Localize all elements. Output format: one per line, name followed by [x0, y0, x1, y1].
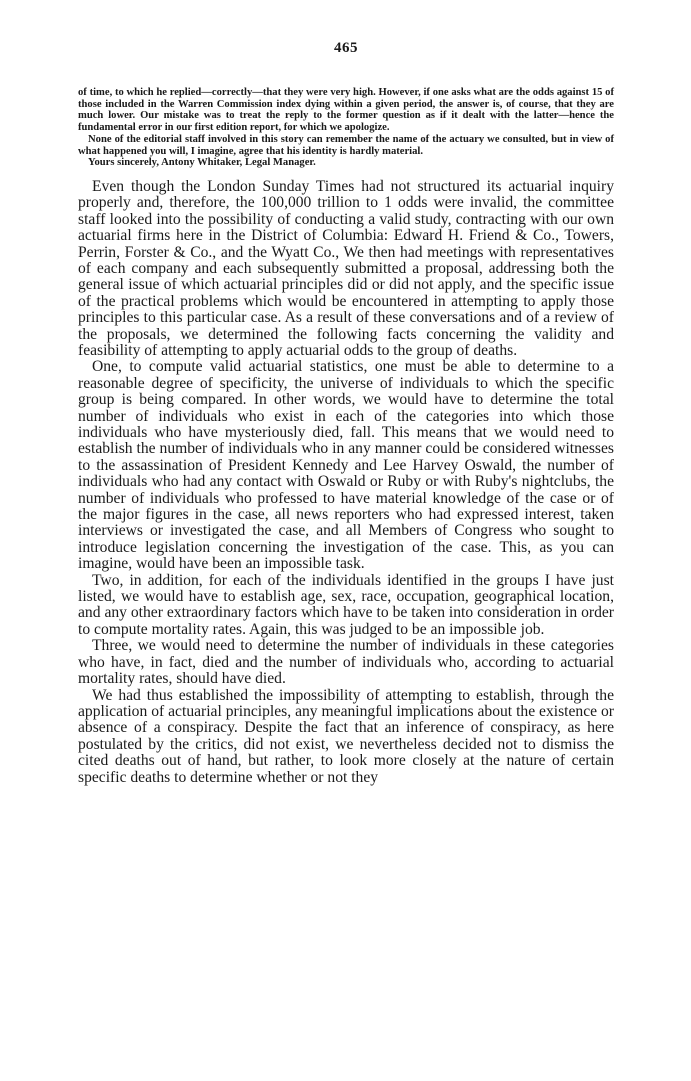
letter-paragraph-1: of time, to which he replied—correctly—that they were very high. However, if one asks what are the odds against 15 of those included in the Warren Commission index dying within a given period, the answer is, of course, that they are much lower. Our mistake was to treat the reply to the former question as if it dealt with the latter—hence the fundamental error in our first edition report, for which we apologize.: [78, 87, 614, 134]
body-paragraph-2: One, to compute valid actuarial statistics, one must be able to determine to a reasonable degree of specificity, the universe of individuals to which the specific group is being compared. In other words, we would have to determine the total number of individuals who exist in each of the categories into which those individuals who have mysteriously died, fall. This means that we would need to establish the number of individuals who in any manner could be considered witnesses to the assassination of President Kennedy and Lee Harvey Oswald, the number of individuals who had any contact with Oswald or Ruby or with Ruby's nightclubs, the number of individuals who professed to have material knowledge of the case or of the major figures in the case, all news reporters who had expressed interest, taken interviews or investigated the case, and all Members of Congress who sought to introduce legislation concerning the investigation of the case. This, as you can imagine, would have been an impossible task.: [78, 358, 614, 573]
body-text: [78, 179, 614, 786]
body-paragraph-4: Three, we would need to determine the number of individuals in these categories who have, in fact, died and the number of individuals who, according to actuarial mortality rates, should have died.: [78, 637, 614, 688]
quoted-letter: [78, 87, 614, 169]
body-paragraph-1: Even though the London Sunday Times had not structured its actuarial inquiry properly and, therefore, the 100,000 trillion to 1 odds were invalid, the committee staff looked into the possibility of conducting a valid study, contracting with our own actuarial firms here in the District of Columbia: Edward H. Friend & Co., Towers, Perrin, Forster & Co., and the Wyatt Co., We then had meetings with representatives of each company and each subsequently submitted a proposal, addressing both the general issue of which actuarial principles did or did not apply, and the specific issue of the practical problems which would be encountered in attempting to apply those principles to this particular case. As a result of these conversations and of a review of the proposals, we determined the following facts concerning the validity and feasibility of attempting to apply actuarial odds to the group of deaths.: [78, 177, 614, 359]
letter-signoff: Yours sincerely, Antony Whitaker, Legal Manager.: [88, 157, 316, 169]
body-paragraph-5: We had thus established the impossibility of attempting to establish, through the application of actuarial principles, any meaningful implications about the existence or absence of a conspiracy. Despite the fact that an inference of conspiracy, as here postulated by the critics, did not exist, we nevertheless decided not to dismiss the cited deaths out of hand, but rather, to look more closely at the nature of certain specific deaths to determine whether or not they: [78, 686, 614, 786]
letter-paragraph-2: None of the editorial staff involved in this story can remember the name of the actuary we consulted, but in view of what happened you will, I imagine, agree that his identity is hardly material.: [78, 133, 614, 157]
document-page: [78, 40, 614, 786]
page-number: 465: [334, 40, 358, 56]
body-paragraph-3: Two, in addition, for each of the individuals identified in the groups I have just listed, we would have to establish age, sex, race, occupation, geographical location, and any other extraordinary factors which have to be taken into consideration in order to compute mortality rates. Again, this was judged to be an impossible job.: [78, 571, 614, 638]
